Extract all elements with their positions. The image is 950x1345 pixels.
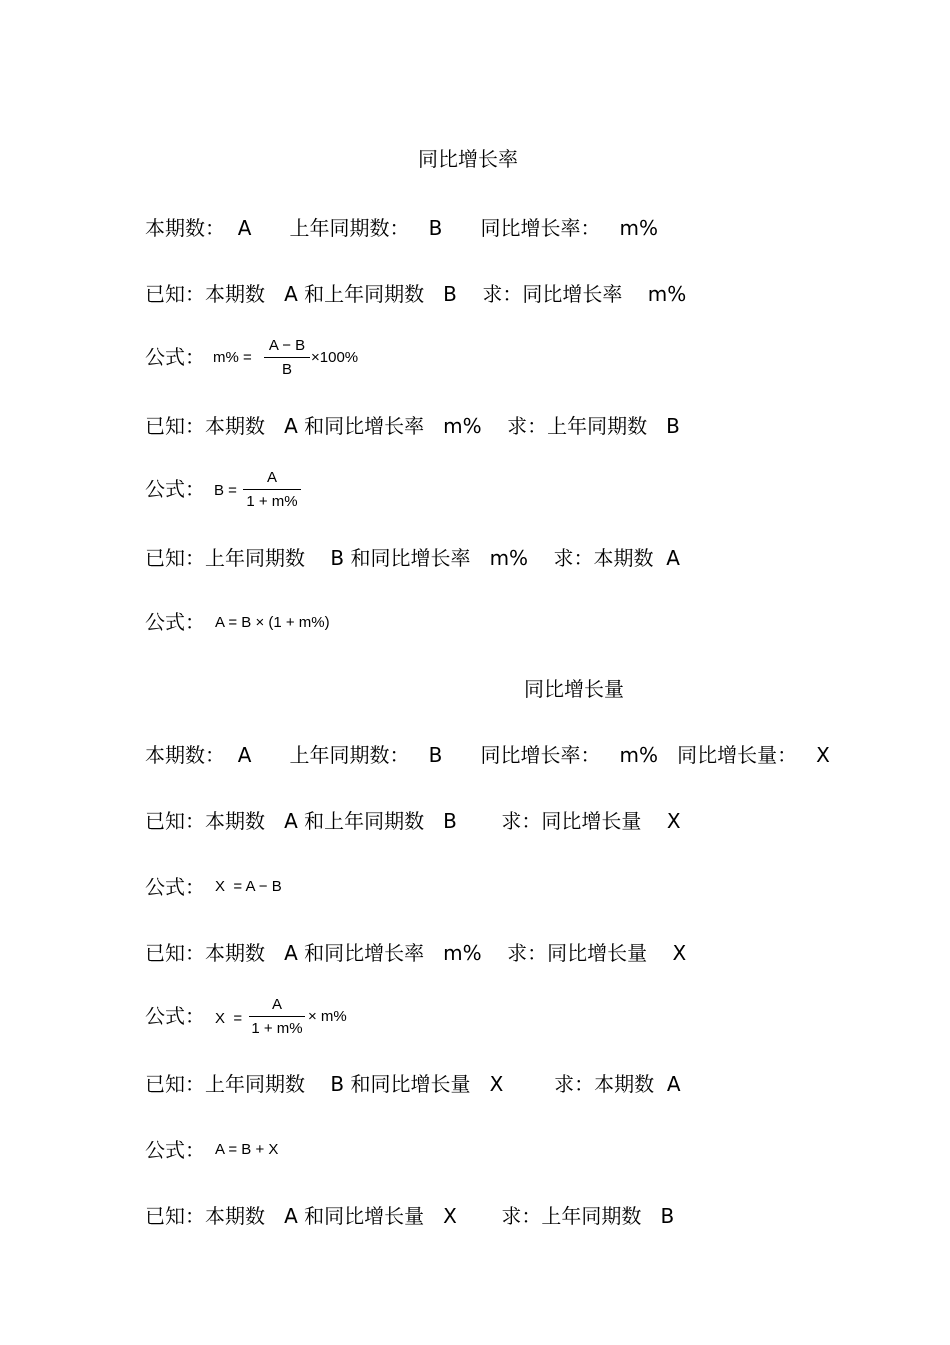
formula-block (145, 1127, 345, 1177)
formula-label: 公式： (145, 345, 205, 369)
known-line: 已知：本期数 A 和上年同期数 B 求：同比增长率 m% (145, 282, 687, 306)
fraction-bar (243, 489, 301, 490)
section-title-yoy-rate: 同比增长率 (418, 147, 518, 171)
numerator: A − B (268, 337, 306, 354)
numerator: A (266, 469, 277, 486)
known-line: 已知：本期数 A 和上年同期数 B 求：同比增长量 X (145, 809, 681, 833)
denominator: B (281, 361, 292, 378)
fraction-bar (249, 1016, 305, 1017)
fraction (264, 337, 310, 379)
formula-label: 公式： (145, 1004, 205, 1028)
formula-block (145, 334, 445, 384)
formula-lhs: X = (215, 1010, 243, 1027)
section-title-yoy-amount: 同比增长量 (524, 677, 624, 701)
formula-lhs: m% = (213, 349, 252, 366)
formula-label: 公式： (145, 1138, 205, 1162)
formula-tail: ×100% (311, 349, 359, 366)
known-line: 已知：本期数 A 和同比增长率 m% 求：同比增长量 X (145, 941, 687, 965)
known-line: 已知：本期数 A 和同比增长量 X 求：上年同期数 B (145, 1204, 675, 1228)
definitions-line: 本期数： A 上年同期数： B 同比增长率： m% 同比增长量： X (145, 743, 830, 767)
formula-tail: × m% (308, 1008, 347, 1025)
known-line: 已知：本期数 A 和同比增长率 m% 求：上年同期数 B (145, 414, 680, 438)
numerator: A (271, 996, 282, 1013)
formula-label: 公式： (145, 610, 205, 634)
formula-label: 公式： (145, 875, 205, 899)
formula-block (145, 864, 345, 914)
fraction (249, 996, 305, 1038)
definitions-line: 本期数： A 上年同期数： B 同比增长率： m% (145, 216, 659, 240)
formula-block (145, 994, 405, 1044)
formula-expr: A = B × (1 + m%) (215, 614, 330, 631)
denominator: 1 + m% (246, 493, 298, 510)
known-line: 已知：上年同期数 B 和同比增长率 m% 求：本期数 A (145, 546, 680, 570)
denominator: 1 + m% (251, 1020, 303, 1037)
formula-block (145, 600, 395, 650)
formula-block (145, 466, 345, 516)
formula-label: 公式： (145, 477, 205, 501)
formula-lhs: B = (214, 482, 237, 499)
fraction (243, 469, 301, 511)
formula-expr: A = B + X (215, 1141, 279, 1158)
formula-expr: X = A − B (215, 878, 282, 895)
fraction-bar (264, 357, 310, 358)
known-line: 已知：上年同期数 B 和同比增长量 X 求：本期数 A (145, 1072, 681, 1096)
